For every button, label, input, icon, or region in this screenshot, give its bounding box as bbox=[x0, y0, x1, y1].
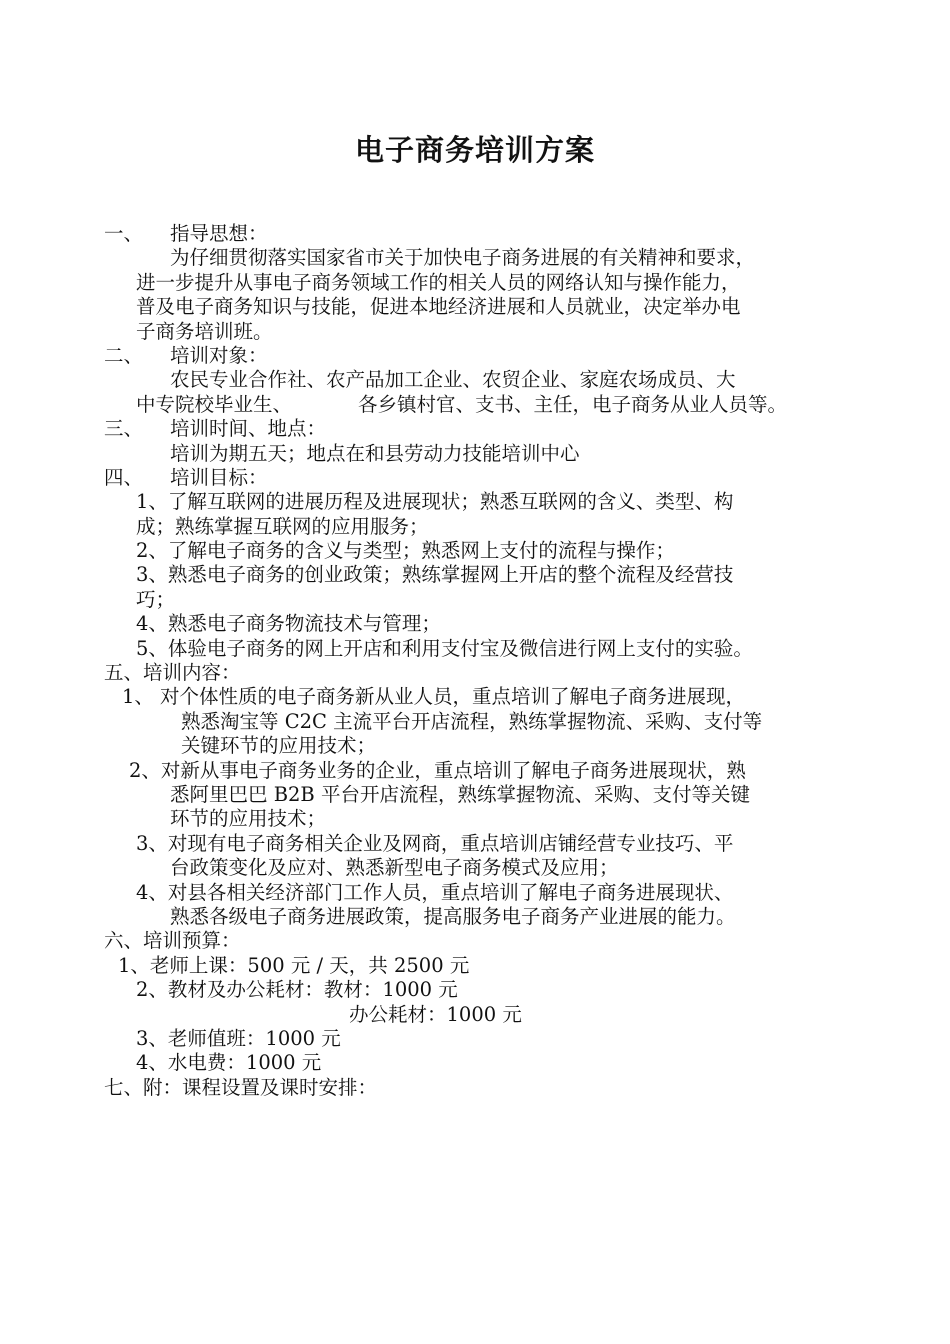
list-item bbox=[0, 539, 950, 563]
paragraph-text: 中专院校毕业生、 bbox=[136, 392, 293, 416]
list-item bbox=[0, 832, 950, 856]
list-item-text: 2、对新从事电子商务业务的企业，重点培训了解电子商务进展现状，熟 bbox=[129, 758, 746, 782]
list-item-text: 成；熟练掌握互联网的应用服务； bbox=[136, 514, 429, 538]
list-item-text: 2、了解电子商务的含义与类型；熟悉网上支付的流程与操作； bbox=[136, 539, 675, 563]
paragraph-text: 为仔细贯彻落实国家省市关于加快电子商务进展的有关精神和要求， bbox=[170, 246, 756, 270]
list-item-text: 4、熟悉电子商务物流技术与管理； bbox=[136, 612, 441, 636]
list-item-text: 台政策变化及应对、熟悉新型电子商务模式及应用； bbox=[170, 856, 619, 880]
section-heading bbox=[0, 1076, 950, 1100]
paragraph-line bbox=[0, 246, 950, 270]
budget-item bbox=[0, 1051, 950, 1075]
budget-item-text: 3、老师值班：1000 元 bbox=[136, 1026, 341, 1050]
paragraph-line bbox=[0, 320, 950, 344]
list-item bbox=[0, 905, 950, 929]
list-item bbox=[0, 710, 950, 734]
paragraph-text: 普及电子商务知识与技能，促进本地经济进展和人员就业，决定举办电 bbox=[136, 295, 741, 319]
section-heading bbox=[0, 466, 950, 490]
paragraph-text: 农民专业合作社、农产品加工企业、农贸企业、家庭农场成员、大 bbox=[170, 368, 736, 392]
paragraph-text: 培训为期五天；地点在和县劳动力技能培训中心 bbox=[170, 441, 580, 465]
section-heading bbox=[0, 344, 950, 368]
paragraph-line bbox=[0, 271, 950, 295]
list-item-number: 1、 bbox=[122, 685, 154, 709]
list-item-text: 5、体验电子商务的网上开店和利用支付宝及微信进行网上支付的实验。 bbox=[136, 636, 753, 660]
budget-item bbox=[0, 1003, 950, 1027]
list-item-text: 对个体性质的电子商务新从业人员，重点培训了解电子商务进展现， bbox=[160, 685, 746, 709]
budget-item-text: 4、水电费：1000 元 bbox=[136, 1051, 322, 1075]
section-number: 三、 bbox=[104, 417, 144, 441]
paragraph-text: 进一步提升从事电子商务领域工作的相关人员的网络认知与操作能力， bbox=[136, 270, 741, 294]
section-title: 培训时间、地点： bbox=[170, 417, 327, 441]
list-item bbox=[0, 807, 950, 831]
list-item bbox=[0, 637, 950, 661]
list-item-text: 3、对现有电子商务相关企业及网商，重点培训店铺经营专业技巧、平 bbox=[136, 831, 734, 855]
paragraph-text: 子商务培训班。 bbox=[136, 319, 273, 343]
paragraph-line bbox=[0, 295, 950, 319]
budget-item-text: 2、教材及办公耗材：教材：1000 元 bbox=[136, 978, 458, 1002]
budget-item-text: 1、老师上课：500 元 / 天，共 2500 元 bbox=[118, 953, 470, 977]
paragraph-text: 各乡镇村官、支书、主任，电子商务从业人员等。 bbox=[358, 392, 788, 416]
section-heading bbox=[0, 929, 950, 953]
list-item-text: 4、对县各相关经济部门工作人员，重点培训了解电子商务进展现状、 bbox=[136, 880, 734, 904]
section-heading bbox=[0, 222, 950, 246]
section-title: 指导思想： bbox=[170, 222, 268, 245]
list-item bbox=[0, 881, 950, 905]
budget-item bbox=[0, 1027, 950, 1051]
budget-item-text: 办公耗材：1000 元 bbox=[349, 1002, 522, 1026]
section-number: 二、 bbox=[104, 343, 144, 367]
list-item-text: 环节的应用技术； bbox=[170, 807, 327, 831]
section-number: 四、 bbox=[104, 465, 144, 489]
document-title: 电子商务培训方案 bbox=[354, 133, 595, 167]
list-item bbox=[0, 612, 950, 636]
list-item bbox=[0, 734, 950, 758]
section-heading bbox=[0, 661, 950, 685]
list-item bbox=[0, 588, 950, 612]
list-item-text: 1、了解互联网的进展历程及进展现状；熟悉互联网的含义、类型、构 bbox=[136, 490, 734, 514]
list-item bbox=[0, 515, 950, 539]
list-item-text: 熟悉各级电子商务进展政策，提高服务电子商务产业进展的能力。 bbox=[170, 904, 736, 928]
section-title: 六、培训预算： bbox=[104, 929, 241, 953]
list-item bbox=[0, 685, 950, 709]
paragraph-line bbox=[0, 442, 950, 466]
section-title: 培训目标： bbox=[170, 465, 268, 489]
paragraph-line bbox=[0, 368, 950, 392]
section-heading bbox=[0, 417, 950, 441]
section-title: 七、附：课程设置及课时安排： bbox=[104, 1075, 378, 1099]
list-item bbox=[0, 563, 950, 587]
list-item bbox=[0, 783, 950, 807]
budget-item bbox=[0, 978, 950, 1002]
list-item bbox=[0, 856, 950, 880]
list-item bbox=[0, 490, 950, 514]
document-body bbox=[0, 222, 950, 1100]
budget-item bbox=[0, 954, 950, 978]
list-item bbox=[0, 759, 950, 783]
section-title: 五、培训内容： bbox=[104, 661, 241, 685]
list-item-text: 关键环节的应用技术； bbox=[181, 734, 377, 758]
list-item-text: 巧； bbox=[136, 587, 176, 611]
section-title: 培训对象： bbox=[170, 343, 268, 367]
list-item-text: 熟悉淘宝等 C2C 主流平台开店流程，熟练掌握物流、采购、支付等 bbox=[181, 709, 763, 733]
list-item-text: 3、熟悉电子商务的创业政策；熟练掌握网上开店的整个流程及经营技 bbox=[136, 563, 734, 587]
list-item-text: 悉阿里巴巴 B2B 平台开店流程，熟练掌握物流、采购、支付等关键 bbox=[170, 782, 750, 806]
section-number: 一、 bbox=[104, 222, 144, 245]
paragraph-line bbox=[0, 393, 950, 417]
